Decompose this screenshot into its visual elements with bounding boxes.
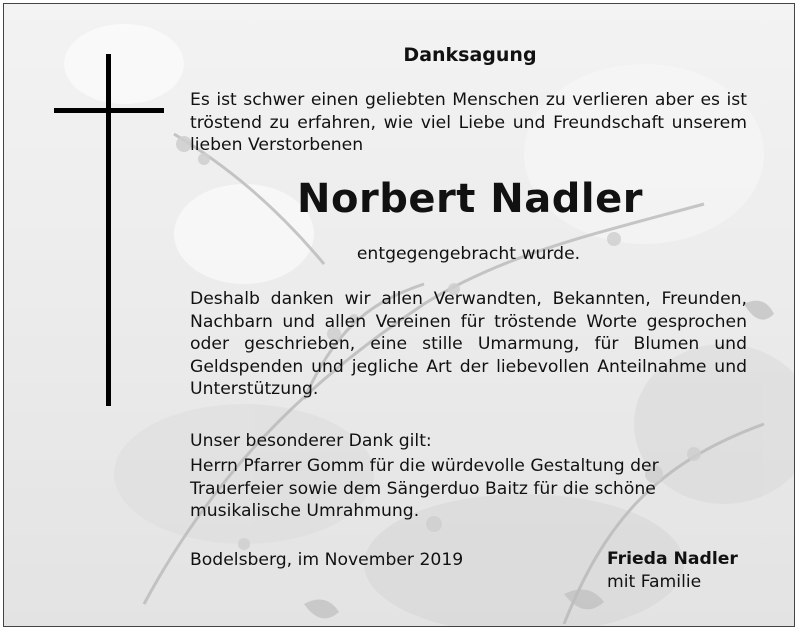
intro-continuation: entgegengebracht wurde. [356, 244, 581, 264]
signature-name: Frieda Nadler [607, 549, 738, 569]
cross-horizontal-bar [54, 108, 164, 113]
deceased-name: Norbert Nadler [297, 176, 643, 222]
thanks-paragraph: Deshalb danken wir allen Verwandten, Bekannten, Freunden, Nachbarn und allen Vereinen für tröstende Worte gesprochen oder geschrieben, eine stille Umarmung, für Blumen und Geldspenden und jegliche Art der liebevollen Anteilnahme und Unterstützung. [190, 289, 747, 400]
place-date: Bodelsberg, im November 2019 [190, 550, 464, 570]
special-thanks-paragraph: Herrn Pfarrer Gomm für die würdevolle Gestaltung der Trauerfeier sowie dem Sängerduo Baitz für die schöne musikalische Umrahmung. [190, 456, 659, 522]
intro-paragraph: Es ist schwer einen geliebten Menschen zu verlieren aber es ist tröstend zu erfahren, wie viel Liebe und Freundschaft unserem lieben Verstorbenen [190, 90, 747, 156]
heading-danksagung: Danksagung [403, 44, 537, 66]
signature-family: mit Familie [607, 572, 702, 592]
cross-vertical-bar [106, 54, 111, 406]
special-thanks-heading: Unser besonderer Dank gilt: [190, 431, 432, 451]
